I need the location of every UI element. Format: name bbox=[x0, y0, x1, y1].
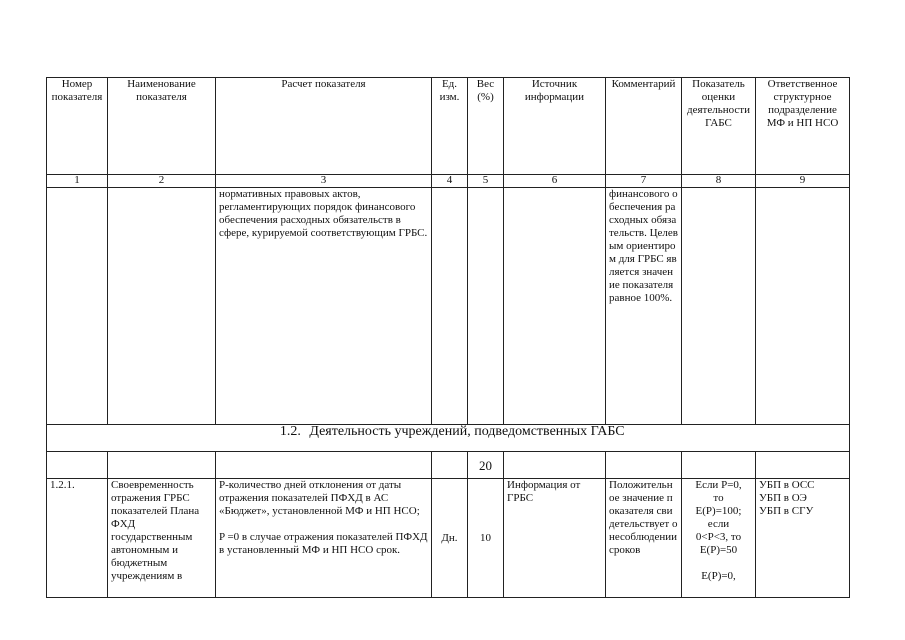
column-number: 3 bbox=[216, 175, 432, 188]
column-number: 8 bbox=[682, 175, 756, 188]
indicator-score bbox=[682, 479, 756, 598]
indicator-calc bbox=[216, 479, 432, 598]
indicator-weight: 10 bbox=[468, 479, 504, 598]
score-line: Если P=0, bbox=[695, 479, 742, 491]
calc-paragraph: P =0 в случае отражения показателей ПФХД в установленный МФ и НП НСО срок. bbox=[219, 531, 428, 556]
empty-cell bbox=[756, 188, 850, 425]
section-weight-row bbox=[47, 452, 850, 479]
header-cell: Комментарий bbox=[606, 78, 682, 175]
empty-cell bbox=[216, 452, 432, 479]
header-cell: Источник информации bbox=[504, 78, 606, 175]
score-line: если bbox=[707, 518, 730, 530]
comment-continuation: финансового обеспечения расходных обязательств. Целевым ориентиром для ГРБС является значение показателя равное 100%. bbox=[606, 188, 682, 425]
empty-cell bbox=[606, 452, 682, 479]
score-line: то bbox=[713, 492, 724, 504]
calc-paragraph: P-количество дней отклонения от даты отражения показателей ПФХД в АС «Бюджет», установленной МФ и НП НСО; bbox=[219, 479, 420, 517]
column-number: 6 bbox=[504, 175, 606, 188]
empty-cell bbox=[682, 188, 756, 425]
section-weight: 20 bbox=[468, 452, 504, 479]
responsible-unit: УБП в СГУ bbox=[759, 505, 814, 517]
section-title: Деятельность учреждений, подведомственных ГАБС bbox=[309, 424, 625, 439]
score-line: 0<P<3, то bbox=[695, 531, 742, 543]
header-row bbox=[47, 78, 850, 175]
empty-cell bbox=[432, 188, 468, 425]
column-number: 9 bbox=[756, 175, 850, 188]
score-line: E(P)=0, bbox=[701, 570, 736, 582]
empty-cell bbox=[682, 452, 756, 479]
empty-cell bbox=[108, 188, 216, 425]
header-cell: Ед. изм. bbox=[432, 78, 468, 175]
header-cell: Расчет показателя bbox=[216, 78, 432, 175]
header-cell: Показатель оценки деятельности ГАБС bbox=[682, 78, 756, 175]
empty-cell bbox=[47, 452, 108, 479]
indicator-source: Информация от ГРБС bbox=[504, 479, 606, 598]
empty-cell bbox=[108, 452, 216, 479]
responsible-unit: УБП в ОСС bbox=[759, 479, 815, 491]
indicator-responsible bbox=[756, 479, 850, 598]
indicator-unit: Дн. bbox=[432, 479, 468, 598]
column-number: 2 bbox=[108, 175, 216, 188]
header-cell: Ответственное структурное подразделение МФ и НП НСО bbox=[756, 78, 850, 175]
indicators-table bbox=[46, 77, 850, 598]
score-line bbox=[685, 557, 752, 570]
empty-cell bbox=[432, 452, 468, 479]
header-cell: Наименование показателя bbox=[108, 78, 216, 175]
section-number: 1.2. bbox=[279, 424, 301, 439]
score-line: E(P)=100; bbox=[695, 505, 742, 517]
indicator-number: 1.2.1. bbox=[47, 479, 108, 598]
indicator-row bbox=[47, 479, 850, 598]
empty-cell bbox=[756, 452, 850, 479]
empty-cell bbox=[504, 452, 606, 479]
column-number-row bbox=[47, 175, 850, 188]
empty-cell bbox=[504, 188, 606, 425]
column-number: 1 bbox=[47, 175, 108, 188]
indicator-comment: Положительное значение показателя свидетельствует о несоблюдении сроков bbox=[606, 479, 682, 598]
column-number: 4 bbox=[432, 175, 468, 188]
section-row bbox=[47, 425, 850, 452]
header-cell: Вес (%) bbox=[468, 78, 504, 175]
header-cell: Номер показателя bbox=[47, 78, 108, 175]
continuation-row bbox=[47, 188, 850, 425]
calc-continuation: нормативных правовых актов, регламентирующих порядок финансового обеспечения расходных обязательств в сфере, курируемой соответствующим ГРБС. bbox=[216, 188, 432, 425]
responsible-unit: УБП в ОЭ bbox=[759, 492, 807, 504]
empty-cell bbox=[47, 188, 108, 425]
column-number: 5 bbox=[468, 175, 504, 188]
indicator-name: Своевременность отражения ГРБС показателей Плана ФХД государственным автономным и бюджетным учреждениям в bbox=[108, 479, 216, 598]
score-line: E(P)=50 bbox=[699, 544, 738, 556]
empty-cell bbox=[468, 188, 504, 425]
column-number: 7 bbox=[606, 175, 682, 188]
section-heading bbox=[47, 425, 850, 452]
